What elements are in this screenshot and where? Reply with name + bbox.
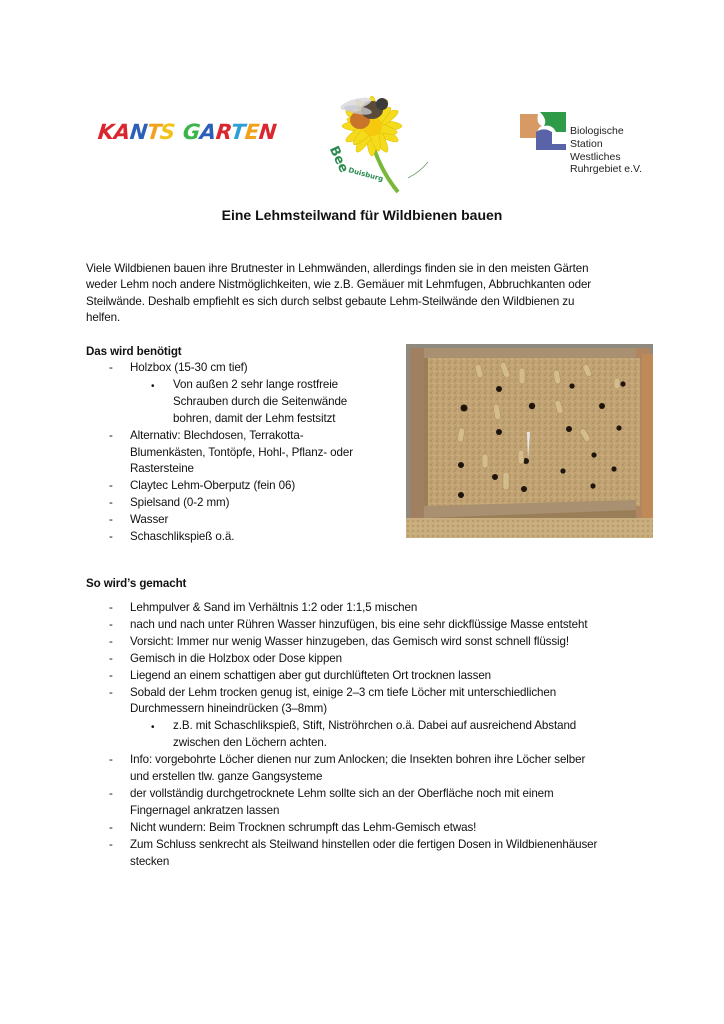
dash-bullet-icon: -: [109, 685, 113, 699]
kants-logo-letter: E: [243, 120, 261, 144]
dash-bullet-icon: -: [109, 530, 113, 543]
dash-bullet-icon: -: [109, 428, 113, 442]
kants-logo-letter: G: [181, 120, 202, 144]
dash-bullet-icon: -: [109, 496, 113, 510]
bee-duisburg-logo: [310, 80, 440, 200]
dash-bullet-icon: -: [109, 837, 113, 851]
materials-heading: Das wird benötigt: [86, 345, 182, 358]
bullet-icon: •: [151, 380, 155, 392]
list-item-text: Spielsand (0-2 mm): [130, 496, 230, 510]
sub-item-text: zwischen den Löchern achten.: [173, 736, 327, 750]
dash-bullet-icon: -: [109, 361, 113, 374]
list-item-text: Schaschlikspieß o.ä.: [130, 530, 235, 543]
sub-item-text: Schrauben durch die Seitenwände: [173, 394, 348, 408]
list-item-text: nach und nach unter Rühren Wasser hinzufügen, bis eine sehr dickflüssige Masse entsteht: [130, 617, 588, 631]
dash-bullet-icon: -: [109, 668, 113, 682]
list-item-text: stecken: [130, 854, 170, 868]
bullet-icon: •: [151, 722, 155, 734]
dash-bullet-icon: -: [109, 753, 113, 767]
svg-text:Bee: Bee: [325, 143, 352, 176]
dash-bullet-icon: -: [109, 651, 113, 665]
list-item-text: Holzbox (15-30 cm tief): [130, 361, 248, 374]
list-item-text: und erstellen tlw. ganze Gangsysteme: [130, 770, 323, 783]
list-item-text: Liegend an einem schattigen aber gut durchlüfteten Ort trocknen lassen: [130, 668, 492, 682]
list-item-text: Info: vorgebohrte Löcher dienen nur zum Anlocken; die Insekten bohren ihre Löcher selber: [130, 753, 586, 767]
kants-logo-letter: K: [96, 120, 116, 144]
steps-heading: So wird’s gemacht: [86, 577, 187, 590]
list-item-text: Gemisch in die Holzbox oder Dose kippen: [130, 651, 342, 665]
kants-logo-letter: N: [128, 120, 148, 144]
dash-bullet-icon: -: [109, 634, 113, 648]
dash-bullet-icon: -: [109, 820, 113, 834]
list-item-text: Blumenkästen, Tontöpfe, Hohl-, Pflanz- oder: [130, 445, 353, 459]
kants-logo-letter: T: [230, 120, 247, 144]
list-item-text: Rastersteine: [130, 462, 194, 476]
kants-logo-letter: N: [257, 120, 278, 144]
kants-logo-letter: T: [145, 120, 162, 144]
kants-garten-logo: [98, 120, 276, 144]
bsw-mark-icon: [518, 110, 568, 160]
clay-wall-photo: [406, 344, 653, 538]
list-item-text: Nicht wundern: Beim Trocknen schrumpft das Lehm-Gemisch etwas!: [130, 820, 477, 834]
sub-item-text: z.B. mit Schaschlikspieß, Stift, Niströhrchen o.ä. Dabei auf ausreichend Abstand: [173, 719, 577, 733]
list-item-text: Claytec Lehm-Oberputz (fein 06): [130, 479, 296, 493]
kants-logo-letter: S: [159, 120, 177, 144]
kants-logo-letter: R: [214, 120, 233, 144]
sub-item-text: bohren, damit der Lehm festsitzt: [173, 411, 336, 425]
clay-wall-image: [406, 344, 653, 538]
bsw-text: Biologische Station Westliches Ruhrgebiet e.V.: [570, 125, 642, 176]
list-item-text: Alternativ: Blechdosen, Terrakotta-: [130, 428, 304, 442]
list-item-text: Sobald der Lehm trocken genug ist, einige 2–3 cm tiefe Löcher mit unterschiedlichen: [130, 685, 557, 699]
svg-text:Duisburg: Duisburg: [347, 166, 385, 184]
page-title: Eine Lehmsteilwand für Wildbienen bauen: [221, 207, 503, 223]
list-item-text: der vollständig durchgetrocknete Lehm sollte sich an der Oberfläche noch mit einem: [130, 786, 554, 800]
list-item-text: Fingernagel ankratzen lassen: [130, 803, 280, 817]
dandelion-bee-icon: [310, 80, 440, 200]
list-item-text: Zum Schluss senkrecht als Steilwand hinstellen oder die fertigen Dosen in Wildbienenhäuser: [130, 837, 598, 851]
intro-paragraph: Viele Wildbienen bauen ihre Brutnester in Lehmwänden, allerdings finden sie in den meisten Gärten weder Lehm noch andere Nistmöglichkeiten, wie z.B. Gemäuer mit Lehmfugen, Abbruchkanten oder Steilwände. Deshalb empfiehlt es sich durch selbst gebaute Lehm-Steilwände den Wildbienen zu helfen.: [86, 262, 592, 325]
kants-logo-letter: A: [198, 120, 217, 144]
kants-logo-letter: A: [112, 120, 131, 144]
list-item-text: Durchmessern hineindrücken (3–8mm): [130, 702, 327, 716]
dash-bullet-icon: -: [109, 786, 113, 800]
dash-bullet-icon: -: [109, 601, 113, 614]
list-item-text: Vorsicht: Immer nur wenig Wasser hinzugeben, das Gemisch wird sonst schnell flüssig!: [130, 634, 570, 648]
sub-item-text: Von außen 2 sehr lange rostfreie: [173, 377, 339, 391]
dash-bullet-icon: -: [109, 617, 113, 631]
biologische-station-logo: [518, 110, 668, 180]
list-item-text: Wasser: [130, 513, 169, 527]
dash-bullet-icon: -: [109, 479, 113, 493]
list-item-text: Lehmpulver & Sand im Verhältnis 1:2 oder 1:1,5 mischen: [130, 601, 418, 614]
dash-bullet-icon: -: [109, 513, 113, 527]
